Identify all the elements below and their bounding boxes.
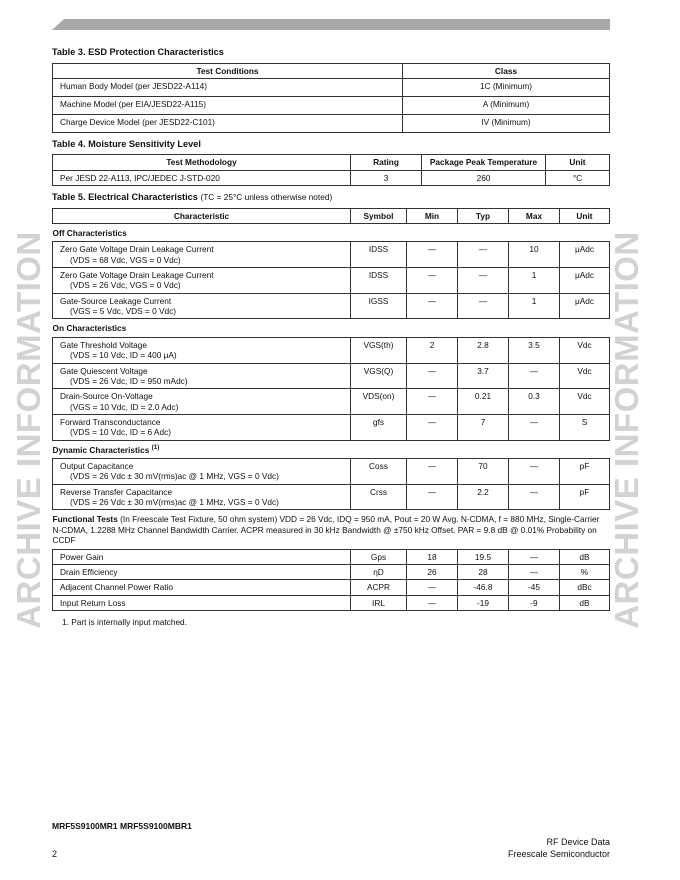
page-number: 2	[52, 849, 58, 859]
table3-title: Table 3. ESD Protection Characteristics	[52, 47, 224, 57]
symbol-cell: ηD	[351, 564, 407, 579]
table-row	[53, 363, 610, 389]
characteristic-name: Output Capacitance	[60, 461, 134, 472]
min-cell: —	[407, 363, 458, 389]
typ-cell: —	[458, 268, 509, 294]
characteristic-cell	[53, 564, 351, 579]
section-dynamic-cell	[53, 440, 610, 458]
unit-cell: S	[560, 414, 610, 440]
header-characteristic: Characteristic	[53, 208, 351, 223]
unit-cell: dB	[560, 549, 610, 564]
table5-note: (TC = 25°C unless otherwise noted)	[200, 192, 333, 203]
unit-cell: μAdc	[560, 293, 610, 319]
characteristic-name: Drain-Source On-Voltage	[60, 391, 153, 402]
symbol-cell: IDSS	[351, 268, 407, 294]
section-off-label: Off Characteristics	[52, 227, 127, 238]
functional-test-conditions: (In Freescale Test Fixture, 50 ohm system) VDD = 26 Vdc, IDQ = 950 mA, Pout = 20 W Avg. N-CDMA, f = 880 MHz, Single-Carrier N-CDMA, 1.2288 MHz Channel Bandwidth Carrier. ACPR measured in 30 kHz Bandwidth @ ±750 kHz Offset. PAR = 9.8 dB @ 0.01% Probability on CCDF	[52, 514, 600, 546]
section-off	[53, 223, 610, 241]
min-cell: —	[407, 268, 458, 294]
esd-class: A (Minimum)	[403, 96, 610, 114]
typ-cell: -19	[458, 595, 509, 610]
symbol-cell: VGS(Q)	[351, 363, 407, 389]
section-functional	[53, 510, 610, 549]
min-cell: —	[407, 580, 458, 595]
max-cell: —	[509, 484, 560, 510]
table-row	[53, 580, 610, 595]
max-cell: —	[509, 549, 560, 564]
symbol-cell: VDS(on)	[351, 389, 407, 415]
unit-cell: dB	[560, 595, 610, 610]
symbol-cell: Gps	[351, 549, 407, 564]
typ-cell: 3.7	[458, 363, 509, 389]
header-test-methodology: Test Methodology	[53, 155, 351, 170]
min-cell: —	[407, 389, 458, 415]
typ-cell: -46.8	[458, 580, 509, 595]
test-condition: (VGS = 10 Vdc, ID = 2.0 Adc)	[70, 401, 179, 412]
symbol-cell: IRL	[351, 595, 407, 610]
symbol-cell: IDSS	[351, 242, 407, 268]
min-cell: 26	[407, 564, 458, 579]
max-cell: —	[509, 564, 560, 579]
characteristic-cell	[53, 293, 351, 319]
header-unit: Unit	[560, 208, 610, 223]
typ-cell: 28	[458, 564, 509, 579]
watermark-right: ARCHIVE INFORMATION	[608, 231, 645, 629]
max-cell: 1	[509, 293, 560, 319]
min-cell: —	[407, 459, 458, 485]
max-cell: 10	[509, 242, 560, 268]
characteristic-cell	[53, 363, 351, 389]
footer-part-numbers: MRF5S9100MR1 MRF5S9100MBR1	[52, 821, 192, 831]
table-row	[53, 414, 610, 440]
symbol-cell: gfs	[351, 414, 407, 440]
table-row	[53, 242, 610, 268]
section-off-cell	[53, 223, 610, 241]
test-condition: (VDS = 26 Vdc ± 30 mV(rms)ac @ 1 MHz, VGS = 0 Vdc)	[70, 497, 279, 508]
watermark-left: ARCHIVE INFORMATION	[10, 231, 47, 629]
section-on	[53, 319, 610, 337]
table-row	[53, 459, 610, 485]
table-row	[53, 389, 610, 415]
section-dynamic-label: Dynamic Characteristics	[52, 444, 150, 455]
header-bar	[52, 19, 610, 30]
min-cell: —	[407, 242, 458, 268]
characteristic-name: Zero Gate Voltage Drain Leakage Current	[60, 270, 214, 281]
typ-cell: 0.21	[458, 389, 509, 415]
section-dynamic	[53, 440, 610, 458]
table5-title	[52, 192, 610, 204]
typ-cell: 2.8	[458, 337, 509, 363]
table5-title-text: Table 5. Electrical Characteristics	[52, 192, 198, 203]
msl-methodology: Per JESD 22-A113, IPC/JEDEC J-STD-020	[53, 170, 351, 185]
characteristic-name: Forward Transconductance	[60, 416, 161, 427]
characteristic-name: Gate Quiescent Voltage	[60, 365, 148, 376]
max-cell: -45	[509, 580, 560, 595]
msl-rating: 3	[351, 170, 422, 185]
unit-cell: dBc	[560, 580, 610, 595]
header-unit: Unit	[546, 155, 610, 170]
symbol-cell: Crss	[351, 484, 407, 510]
characteristic-name: Gate-Source Leakage Current	[60, 295, 172, 306]
symbol-cell: VGS(th)	[351, 337, 407, 363]
max-cell: 1	[509, 268, 560, 294]
unit-cell: μAdc	[560, 242, 610, 268]
unit-cell: μAdc	[560, 268, 610, 294]
test-condition: (VDS = 68 Vdc, VGS = 0 Vdc)	[70, 254, 181, 265]
typ-cell: —	[458, 242, 509, 268]
header-package-peak-temp: Package Peak Temperature	[422, 155, 546, 170]
unit-cell: Vdc	[560, 389, 610, 415]
characteristic-cell	[53, 595, 351, 610]
min-cell: —	[407, 414, 458, 440]
max-cell: —	[509, 414, 560, 440]
table-row	[53, 564, 610, 579]
msl-unit: °C	[546, 170, 610, 185]
footer-rf-device-data: RF Device Data	[546, 837, 610, 847]
typ-cell: 2.2	[458, 484, 509, 510]
table-row	[53, 595, 610, 610]
test-condition: (VDS = 26 Vdc, VGS = 0 Vdc)	[70, 280, 181, 291]
characteristic-cell	[53, 459, 351, 485]
esd-class: IV (Minimum)	[403, 114, 610, 132]
max-cell: -9	[509, 595, 560, 610]
footnote: 1. Part is internally input matched.	[62, 617, 187, 627]
test-condition: (VDS = 10 Vdc, ID = 400 μA)	[70, 350, 177, 361]
unit-cell: Vdc	[560, 337, 610, 363]
typ-cell: 7	[458, 414, 509, 440]
min-cell: 18	[407, 549, 458, 564]
header-min: Min	[407, 208, 458, 223]
esd-condition: Charge Device Model (per JESD22-C101)	[53, 114, 403, 132]
table-row	[53, 170, 610, 185]
typ-cell: 70	[458, 459, 509, 485]
characteristic-cell	[53, 484, 351, 510]
max-cell: —	[509, 363, 560, 389]
symbol-cell: IGSS	[351, 293, 407, 319]
test-condition: (VDS = 26 Vdc, ID = 950 mAdc)	[70, 375, 188, 386]
header-test-conditions: Test Conditions	[53, 63, 403, 78]
esd-table	[52, 63, 610, 133]
unit-cell: pF	[560, 484, 610, 510]
table-row	[53, 549, 610, 564]
unit-cell: Vdc	[560, 363, 610, 389]
msl-temperature: 260	[422, 170, 546, 185]
document-body	[52, 47, 610, 627]
section-on-cell	[53, 319, 610, 337]
table-row	[53, 78, 610, 96]
characteristic-name: Adjacent Channel Power Ratio	[60, 582, 173, 593]
table-row	[53, 293, 610, 319]
symbol-cell: Coss	[351, 459, 407, 485]
typ-cell: 19.5	[458, 549, 509, 564]
unit-cell: pF	[560, 459, 610, 485]
moisture-table	[52, 154, 610, 186]
characteristic-cell	[53, 580, 351, 595]
max-cell: 3.5	[509, 337, 560, 363]
header-class: Class	[403, 63, 610, 78]
symbol-cell: ACPR	[351, 580, 407, 595]
section-on-label: On Characteristics	[52, 323, 127, 334]
section-functional-label: Functional Tests	[52, 514, 118, 525]
max-cell: —	[509, 459, 560, 485]
footer-company: Freescale Semiconductor	[507, 849, 610, 859]
characteristic-cell	[53, 337, 351, 363]
characteristic-name: Input Return Loss	[60, 597, 126, 608]
test-condition: (VDS = 10 Vdc, ID = 6 Adc)	[70, 427, 171, 438]
max-cell: 0.3	[509, 389, 560, 415]
min-cell: —	[407, 293, 458, 319]
footnote-ref: (1)	[151, 443, 160, 451]
esd-condition: Human Body Model (per JESD22-A114)	[53, 78, 403, 96]
characteristic-cell	[53, 242, 351, 268]
table-row	[53, 268, 610, 294]
characteristic-cell	[53, 389, 351, 415]
min-cell: —	[407, 484, 458, 510]
esd-condition: Machine Model (per EIA/JESD22-A115)	[53, 96, 403, 114]
table-row	[53, 337, 610, 363]
characteristic-cell	[53, 549, 351, 564]
table4-title: Table 4. Moisture Sensitivity Level	[52, 138, 201, 149]
characteristic-name: Zero Gate Voltage Drain Leakage Current	[60, 244, 214, 255]
typ-cell: —	[458, 293, 509, 319]
characteristic-name: Gate Threshold Voltage	[60, 339, 148, 350]
esd-class: 1C (Minimum)	[403, 78, 610, 96]
characteristic-cell	[53, 268, 351, 294]
characteristic-name: Power Gain	[60, 551, 104, 562]
characteristic-name: Drain Efficiency	[60, 566, 118, 577]
min-cell: 2	[407, 337, 458, 363]
characteristic-name: Reverse Transfer Capacitance	[60, 486, 173, 497]
electrical-table	[52, 208, 610, 611]
header-rating: Rating	[351, 155, 422, 170]
test-condition: (VDS = 26 Vdc ± 30 mV(rms)ac @ 1 MHz, VGS = 0 Vdc)	[70, 471, 279, 482]
header-max: Max	[509, 208, 560, 223]
table-row	[53, 114, 610, 132]
characteristic-cell	[53, 414, 351, 440]
header-symbol: Symbol	[351, 208, 407, 223]
section-functional-cell	[53, 510, 610, 549]
min-cell: —	[407, 595, 458, 610]
unit-cell: %	[560, 564, 610, 579]
test-condition: (VGS = 5 Vdc, VDS = 0 Vdc)	[70, 306, 177, 317]
header-typ: Typ	[458, 208, 509, 223]
table-row	[53, 484, 610, 510]
table-row	[53, 96, 610, 114]
